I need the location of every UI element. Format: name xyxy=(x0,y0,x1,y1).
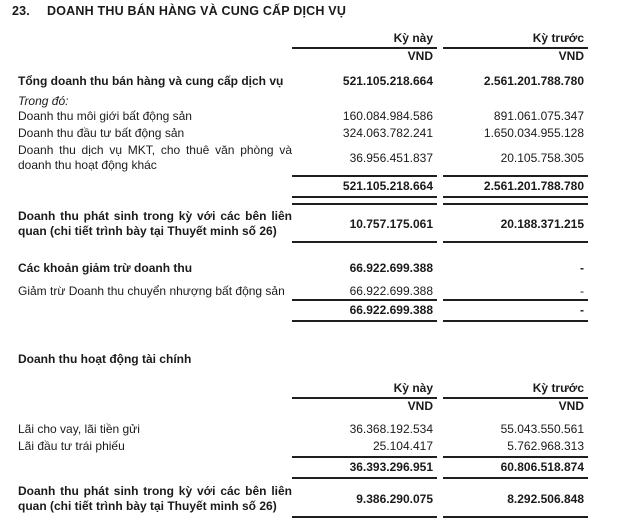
note-heading xyxy=(0,4,625,19)
value-prior: 20.105.758.305 xyxy=(500,150,584,165)
value-current: 10.757.175.061 xyxy=(349,216,433,231)
value-current: 36.368.192.534 xyxy=(349,422,433,436)
column-header-row-2 xyxy=(0,381,625,399)
table-row xyxy=(0,109,625,124)
value-current: 66.922.699.388 xyxy=(349,284,433,298)
table-row xyxy=(0,439,625,456)
fin-subtotal-bottom-rule xyxy=(0,477,625,479)
row-label: Tổng doanh thu bán hàng và cung cấp dịch vụ xyxy=(18,74,284,88)
value-prior: 55.043.550.561 xyxy=(500,422,584,436)
subtotal-prior: 2.561.201.788.780 xyxy=(483,179,584,193)
deductions-header-row xyxy=(0,261,625,276)
row-label: Doanh thu đầu tư bất động sản xyxy=(18,126,185,140)
column-unit-row-2 xyxy=(0,399,625,414)
unit-prior: VND xyxy=(558,399,584,413)
sales-subtotal-row xyxy=(0,177,625,196)
value-current: 160.084.984.586 xyxy=(342,109,433,123)
financial-income-section-title: Doanh thu hoạt động tài chính xyxy=(18,352,192,366)
deductions-subtotal-top-rule xyxy=(0,299,625,301)
column-header-row xyxy=(0,31,625,49)
row-label: Doanh thu phát sinh trong kỳ với các bên liên quan (chi tiết trình bày tại Thuyết minh số 26) xyxy=(18,484,292,513)
related-party-bottom-rule xyxy=(0,241,625,243)
value-current: 36.956.451.837 xyxy=(349,150,433,165)
subtotal-prior: 60.806.518.874 xyxy=(500,460,584,474)
subtotal-bottom-rule xyxy=(0,196,625,198)
row-label: Các khoản giảm trừ doanh thu xyxy=(18,261,193,275)
note-title: DOANH THU BÁN HÀNG VÀ CUNG CẤP DỊCH VỤ xyxy=(47,4,347,18)
unit-current: VND xyxy=(407,399,433,413)
value-current: 9.386.290.075 xyxy=(356,491,433,506)
col-header-prior: Kỳ trước xyxy=(443,31,588,49)
related-party-row-2 xyxy=(0,484,625,516)
breakdown-caption: Trong đó: xyxy=(18,94,69,108)
value-prior: 8.292.506.848 xyxy=(507,491,584,506)
related-party-2-bottom-rule xyxy=(0,516,625,518)
row-label: Doanh thu môi giới bất động sản xyxy=(18,109,192,123)
subtotal-top-rule xyxy=(0,175,625,177)
note-number: 23. xyxy=(12,4,30,18)
value-prior: - xyxy=(580,284,584,298)
table-row xyxy=(0,422,625,437)
col-header-current: Kỳ này xyxy=(292,381,437,399)
unit-prior: VND xyxy=(558,49,584,63)
related-party-top-rule xyxy=(0,203,625,205)
value-prior: 5.762.968.313 xyxy=(507,439,584,453)
row-label: Giảm trừ Doanh thu chuyển nhượng bất động sản xyxy=(18,284,285,298)
row-label: Lãi cho vay, lãi tiền gửi xyxy=(18,422,140,436)
deductions-subtotal-row xyxy=(0,301,625,320)
total-sales-revenue-row xyxy=(0,74,625,89)
value-current: 66.922.699.388 xyxy=(349,261,433,275)
value-prior: 891.061.075.347 xyxy=(493,109,584,123)
row-label: Doanh thu dịch vụ MKT, cho thuê văn phòng và doanh thu hoạt động khác xyxy=(18,143,292,172)
value-prior: 2.561.201.788.780 xyxy=(483,74,584,88)
fin-subtotal-top-rule xyxy=(0,456,625,458)
subtotal-current: 66.922.699.388 xyxy=(349,303,433,317)
value-prior: - xyxy=(580,261,584,275)
table-row xyxy=(0,126,625,141)
value-current: 521.105.218.664 xyxy=(342,74,433,88)
col-header-prior: Kỳ trước xyxy=(443,381,588,399)
table-row xyxy=(0,284,625,299)
row-label: Lãi đầu tư trái phiếu xyxy=(18,439,125,453)
subtotal-prior: - xyxy=(580,303,584,317)
subtotal-current: 521.105.218.664 xyxy=(342,179,433,193)
value-prior: 20.188.371.215 xyxy=(500,216,584,231)
col-header-current: Kỳ này xyxy=(292,31,437,49)
value-current: 324.063.782.241 xyxy=(342,126,433,140)
value-current: 25.104.417 xyxy=(372,439,433,453)
fin-subtotal-row xyxy=(0,458,625,477)
related-party-row xyxy=(0,209,625,241)
row-label: Doanh thu phát sinh trong kỳ với các bên liên quan (chi tiết trình bày tại Thuyết minh số 26) xyxy=(18,209,292,238)
deductions-subtotal-bottom-rule xyxy=(0,320,625,322)
subtotal-current: 36.393.296.951 xyxy=(349,460,433,474)
unit-current: VND xyxy=(407,49,433,63)
table-row xyxy=(0,143,625,173)
breakdown-caption-row xyxy=(0,94,625,109)
value-prior: 1.650.034.955.128 xyxy=(483,126,584,140)
column-unit-row xyxy=(0,49,625,64)
